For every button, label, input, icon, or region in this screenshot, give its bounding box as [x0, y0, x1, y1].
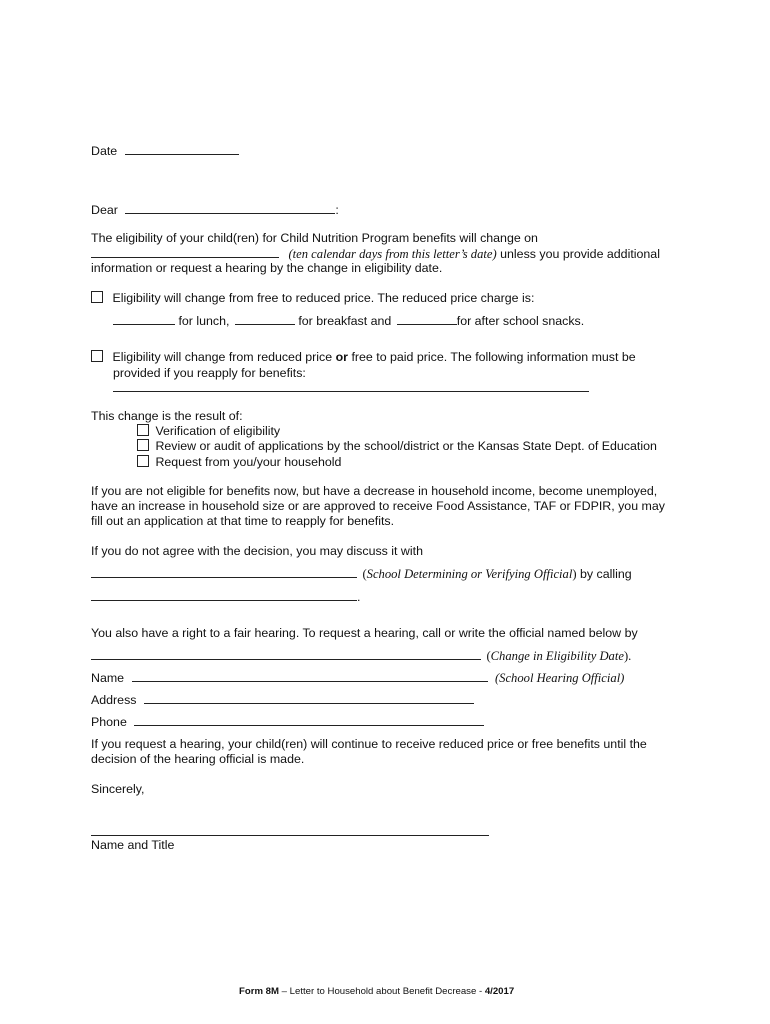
result-item-label: Verification of eligibility	[155, 424, 281, 438]
hearing-official-hint: (School Hearing Official)	[494, 671, 625, 685]
hearing-address-field[interactable]	[144, 692, 474, 704]
hearing-line-1: You also have a right to a fair hearing. To request a hearing, call or write the official named below by	[91, 626, 638, 640]
reduced-price-charges-row	[113, 313, 584, 329]
hearing-address-row	[91, 692, 474, 708]
change-date-field[interactable]	[91, 246, 279, 258]
required-information-row	[113, 380, 589, 396]
closing: Sincerely,	[91, 782, 145, 796]
phone-period: .	[357, 590, 361, 604]
hearing-date-row	[91, 648, 631, 664]
intro-line-2	[91, 246, 660, 262]
option-to-paid-label-a: Eligibility will change from reduced price	[112, 350, 333, 364]
official-row	[91, 566, 632, 582]
date-field[interactable]	[125, 143, 239, 155]
result-item	[137, 424, 280, 439]
phone-call-row	[91, 589, 360, 605]
hearing-official-name-field[interactable]	[132, 670, 488, 682]
intro-line-3: information or request a hearing by the change in eligibility date.	[91, 261, 443, 275]
official-paren-open: (	[362, 567, 367, 581]
option-to-paid-line-2: provided if you reapply for benefits:	[113, 366, 306, 380]
not-eligible-line-3: fill out an application at that time to reapply for benefits.	[91, 514, 395, 528]
dear-label: Dear	[91, 203, 118, 217]
name-label: Name	[91, 671, 125, 685]
snack-price-field[interactable]	[397, 313, 457, 325]
breakfast-price-field[interactable]	[235, 313, 295, 325]
signature-field[interactable]	[91, 824, 489, 836]
verification-checkbox[interactable]	[137, 424, 149, 436]
official-name-field[interactable]	[91, 566, 357, 578]
option-free-to-reduced-label: Eligibility will change from free to reduced price. The reduced price charge is:	[112, 291, 535, 305]
intro-line-2-rest: unless you provide additional	[500, 247, 660, 261]
by-calling-label: by calling	[579, 567, 632, 581]
hearing-date-field[interactable]	[91, 648, 481, 660]
official-phone-field[interactable]	[91, 589, 357, 601]
option-to-paid	[91, 350, 636, 365]
hearing-phone-field[interactable]	[134, 714, 484, 726]
signature-label: Name and Title	[91, 838, 175, 852]
address-label: Address	[91, 693, 137, 707]
date-label: Date	[91, 144, 118, 158]
free-to-reduced-checkbox[interactable]	[91, 291, 103, 303]
date-row	[91, 143, 239, 159]
result-item-label: Review or audit of applications by the school/district or the Kansas State Dept. of Education	[155, 439, 657, 453]
required-information-field[interactable]	[113, 380, 589, 392]
breakfast-label: for breakfast and	[298, 314, 392, 328]
not-eligible-line-2: have an increase in household size or are approved to receive Food Assistance, TAF or FDPIR, you may	[91, 499, 665, 513]
phone-label: Phone	[91, 715, 127, 729]
hearing-date-hint: Change in Eligibility Date	[490, 649, 624, 663]
continue-line-1: If you request a hearing, your child(ren) will continue to receive reduced price or free benefits until the	[91, 737, 647, 751]
hearing-date-paren-open: (	[486, 649, 491, 663]
option-free-to-reduced	[91, 291, 534, 306]
or-word: or	[335, 350, 348, 364]
intro-date-hint: (ten calendar days from this letter’s date)	[288, 247, 497, 261]
result-item	[137, 439, 657, 454]
result-item	[137, 455, 341, 470]
footer-title: – Letter to Household about Benefit Decrease -	[278, 986, 485, 997]
footer-form-id: Form 8M	[239, 986, 279, 997]
option-to-paid-label-b: free to paid price. The following information must be	[351, 350, 636, 364]
household-request-checkbox[interactable]	[137, 455, 149, 467]
lunch-price-field[interactable]	[113, 313, 175, 325]
snack-label: for after school snacks.	[456, 314, 585, 328]
review-audit-checkbox[interactable]	[137, 439, 149, 451]
salutation-row	[91, 202, 339, 218]
result-heading: This change is the result of:	[91, 409, 243, 423]
intro-line-1: The eligibility of your child(ren) for Child Nutrition Program benefits will change on	[91, 231, 538, 245]
lunch-label: for lunch,	[178, 314, 230, 328]
disagree-line-1: If you do not agree with the decision, you may discuss it with	[91, 544, 423, 558]
reduced-or-free-to-paid-checkbox[interactable]	[91, 350, 103, 362]
form-footer	[239, 984, 514, 999]
continue-line-2: decision of the hearing official is made.	[91, 752, 305, 766]
dear-colon: :	[335, 203, 339, 217]
hearing-name-row	[91, 670, 624, 686]
not-eligible-line-1: If you are not eligible for benefits now, but have a decrease in household income, become unemployed,	[91, 484, 658, 498]
hearing-phone-row	[91, 714, 484, 730]
hearing-date-paren-close: ).	[623, 649, 632, 663]
result-item-label: Request from you/your household	[155, 455, 342, 469]
footer-date: 4/2017	[484, 986, 515, 997]
official-hint: School Determining or Verifying Official	[366, 567, 573, 581]
recipient-name-field[interactable]	[125, 202, 335, 214]
official-paren-close: )	[572, 567, 577, 581]
